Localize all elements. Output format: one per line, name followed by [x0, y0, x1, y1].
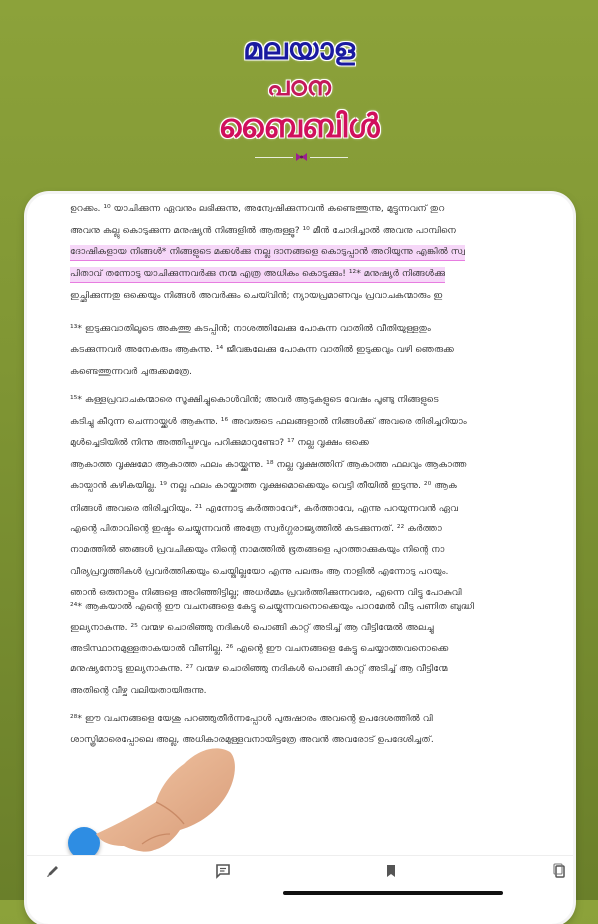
home-indicator — [283, 891, 503, 895]
verse-line[interactable]: ആകാത്ത വൃക്ഷമോ ആകാത്ത ഫലം കായ്ക്കുന്നു. ¹⁸ നല്ല വൃക്ഷത്തിന് ആകാത്ത ഫലവും ആകാത്ത — [70, 459, 467, 470]
comment-icon[interactable] — [215, 863, 231, 879]
verse-line[interactable]: അതിന്റെ വീഴ്ച വലിയതായിരുന്നു. — [70, 685, 207, 696]
verse-line[interactable]: അവനു കല്ലു കൊടുക്കുന്ന മനുഷ്യൻ നിങ്ങളിൽ ആരുള്ളൂ? ¹⁰ മീൻ ചോദിച്ചാൽ അവനു പാമ്പിനെ — [70, 225, 456, 236]
bookmark-icon[interactable] — [383, 863, 399, 879]
verse-line[interactable]: പിതാവ് തന്നോടു യാചിക്കുന്നവർക്കു നന്മ എത്ര അധികം കൊടുക്കും! ¹²* മനുഷ്യർ നിങ്ങൾക്കു — [70, 267, 445, 283]
verse-line[interactable]: ഉറക്കം. ¹⁰ യാചിക്കുന്ന ഏവനും ലഭിക്കുന്നു, അന്വേഷിക്കുന്നവൻ കണ്ടെത്തുന്നു, മുട്ടുന്നവന് തുറ — [70, 203, 445, 214]
verse-line[interactable]: ¹³* ഇടുക്കുവാതിലൂടെ അകത്തു കടപ്പിൻ; നാശത്തിലേക്കു പോകുന്ന വാതിൽ വീതിയുള്ളതും — [70, 323, 431, 334]
title-line-1: മലയാള — [243, 32, 355, 67]
verse-line[interactable]: കടിച്ചു കീറുന്ന ചെന്നായ്ക്കൾ ആകുന്നു. ¹⁶ അവരുടെ ഫലങ്ങളാൽ നിങ്ങൾക്ക് അവരെ തിരിച്ചറിയാം — [70, 416, 467, 427]
verse-line[interactable]: ഞാൻ ഒരുനാളും നിങ്ങളെ അറിഞ്ഞിട്ടില്ല; അധർമ്മം പ്രവർത്തിക്കുന്നവരേ, എന്നെ വിട്ടു പോകുവി — [70, 587, 462, 598]
verse-line[interactable]: വീര്യപ്രവൃത്തികൾ പ്രവർത്തിക്കയും ചെയ്തില്ലയോ എന്നു പലരും ആ നാളിൽ എന്നോടു പറയും. — [70, 566, 449, 577]
title-line-2: പഠന — [267, 72, 331, 102]
verse-line[interactable]: ¹⁵* കള്ളപ്രവാചകന്മാരെ സൂക്ഷിച്ചുകൊൾവിൻ; അവർ ആടുകളുടെ വേഷം പൂണ്ടു നിങ്ങളുടെ — [70, 394, 439, 405]
bible-reader[interactable] — [70, 0, 562, 860]
verse-line[interactable]: ഇച്ഛിക്കുന്നതു ഒക്കെയും നിങ്ങൾ അവർക്കും ചെയ്‍വിൻ; ന്യായപ്രമാണവും പ്രവാചകന്മാരും ഇ — [70, 290, 443, 301]
verse-line[interactable]: ശാസ്ത്രിമാരെപ്പോലെ അല്ല, അധികാരമുള്ളവനായിട്ടത്രേ അവൻ അവരോട് ഉപദേശിച്ചത്. — [70, 734, 434, 745]
verse-line[interactable]: എന്റെ പിതാവിന്റെ ഇഷ്ടം ചെയ്യുന്നവൻ അത്രേ സ്വർഗ്ഗരാജ്യത്തിൽ കടക്കുന്നത്. ²² കർത്താ — [70, 523, 442, 534]
verse-line[interactable]: കായ്പാൻ കഴികയില്ല. ¹⁹ നല്ല ഫലം കായ്ക്കാത്ത വൃക്ഷമൊക്കെയും വെട്ടി തീയിൽ ഇടുന്നു. ²⁰ ആക — [70, 480, 457, 491]
verse-line[interactable]: മനുഷ്യനോടു ഇല്യനാകുന്നു. ²⁷ വന്മഴ ചൊരിഞ്ഞു നദികൾ പൊങ്ങി കാറ്റ് അടിച്ച് ആ വീട്ടിന്മേ — [70, 663, 448, 674]
verse-line[interactable]: മുൾച്ചെടിയിൽ നിന്നു അത്തിപ്പഴവും പറിക്കുമാറുണ്ടോ? ¹⁷ നല്ല വൃക്ഷം ഒക്കെ — [70, 437, 370, 448]
verse-line[interactable]: കടക്കുന്നവർ അനേകരും ആകുന്നു. ¹⁴ ജീവങ്കലേക്കു പോകുന്ന വാതിൽ ഇടുക്കവും വഴി ഞെരുക്ക — [70, 344, 454, 355]
verse-line[interactable]: കണ്ടെത്തുന്നവർ ചുരുക്കമത്രേ. — [70, 366, 192, 377]
verse-line[interactable]: ഇല്യനാകുന്നു. ²⁵ വന്മഴ ചൊരിഞ്ഞു നദികൾ പൊങ്ങി കാറ്റ് അടിച്ച് ആ വീട്ടിന്മേൽ അലച്ചു — [70, 622, 434, 633]
verse-line[interactable]: ²⁴* ആകയാൽ എന്റെ ഈ വചനങ്ങളെ കേട്ടു ചെയ്യുന്നവനൊക്കെയും പാറമേൽ വീടു പണിത ബുദ്ധി — [70, 601, 474, 612]
copy-icon[interactable] — [552, 863, 568, 879]
verse-line[interactable]: നാമത്തിൽ ഞങ്ങൾ പ്രവചിക്കയും നിന്റെ നാമത്തിൽ ഭൂതങ്ങളെ പുറത്താക്കുകയും നിന്റെ നാ — [70, 544, 445, 555]
verse-line[interactable]: ദോഷികളായ നിങ്ങൾ* നിങ്ങളുടെ മക്കൾക്കു നല്ല ദാനങ്ങളെ കൊടുപ്പാൻ അറിയുന്നു എങ്കിൽ സ്വ — [70, 245, 465, 261]
verse-line[interactable]: നിങ്ങൾ അവരെ തിരിച്ചറിയും. ²¹ എന്നോടു കർത്താവേ*, കർത്താവേ, എന്നു പറയുന്നവൻ ഏവ — [70, 503, 459, 514]
verse-line[interactable]: ²⁸* ഈ വചനങ്ങളെ യേശു പറഞ്ഞുതീർന്നപ്പോൾ പുരുഷാരം അവന്റെ ഉപദേശത്തിൽ വി — [70, 713, 433, 724]
verse-line[interactable]: അടിസ്ഥാനമുള്ളതാകയാൽ വീണില്ല. ²⁶ എന്റെ ഈ വചനങ്ങളെ കേട്ടു ചെയ്യാത്തവനൊക്കെ — [70, 643, 449, 654]
title-line-3: ബൈബിൾ — [218, 107, 380, 145]
pencil-icon[interactable] — [45, 863, 61, 879]
pointing-hand-icon — [88, 738, 238, 863]
